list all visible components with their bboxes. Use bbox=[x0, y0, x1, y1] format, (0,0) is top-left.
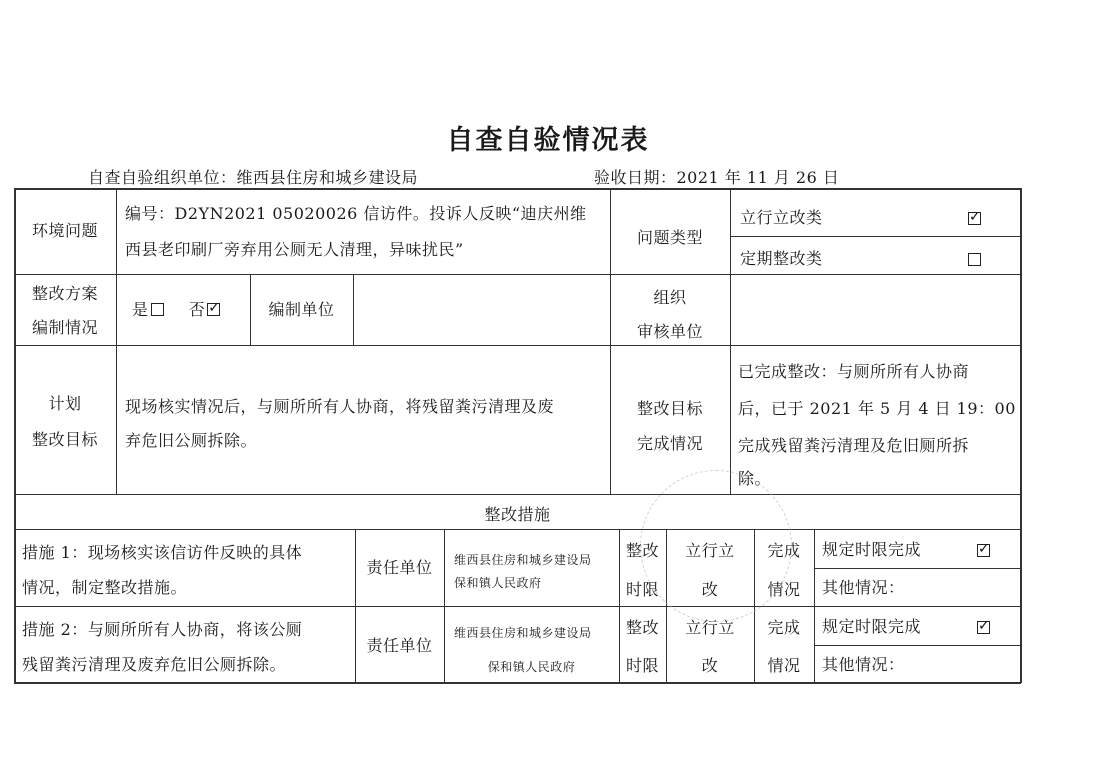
measure-1-done-1: 完成 bbox=[767, 541, 801, 560]
goal-result-2: 后，已于 2021 年 5 月 4 日 19：00 bbox=[738, 399, 1016, 418]
measure-2-text-2: 残留粪污清理及废弃危旧公厕拆除。 bbox=[22, 655, 287, 674]
column-divider bbox=[116, 188, 117, 494]
measure-2-done-1: 完成 bbox=[767, 618, 801, 637]
table-border bbox=[14, 188, 1021, 190]
issue-type-scheduled-label: 定期整改类 bbox=[740, 249, 823, 268]
env-issue-label: 环境问题 bbox=[31, 221, 98, 240]
measure-1-status-2: 其他情况： bbox=[822, 578, 905, 597]
review-unit-label-1: 组织 bbox=[653, 288, 687, 307]
goal-result-1: 已完成整改：与厕所所有人协商 bbox=[738, 362, 970, 381]
measure-1-type-2: 改 bbox=[701, 580, 719, 599]
row-divider bbox=[14, 606, 1021, 607]
row-divider bbox=[14, 494, 1021, 495]
review-unit-label-2: 审核单位 bbox=[636, 322, 703, 341]
inspection-unit: 自查自验组织单位：维西县住房和城乡建设局 bbox=[88, 168, 419, 187]
measure-2-done-2: 情况 bbox=[767, 656, 801, 675]
measure-2-type-1: 立行立 bbox=[685, 618, 735, 637]
row-divider bbox=[14, 345, 1021, 346]
measure-1-deadline-1: 整改 bbox=[625, 541, 659, 560]
goal-status-label-1: 整改目标 bbox=[636, 399, 703, 418]
measure-2-deadline-2: 时限 bbox=[625, 656, 659, 675]
column-divider bbox=[814, 529, 815, 683]
inspection-date: 验收日期：2021 年 11 月 26 日 bbox=[594, 168, 840, 187]
page-title: 自查自验情况表 bbox=[446, 125, 650, 156]
row-divider bbox=[14, 529, 1021, 530]
measure-1-org-1: 维西县住房和城乡建设局 bbox=[454, 553, 592, 567]
measure-1-org-2: 保和镇人民政府 bbox=[454, 576, 542, 590]
goal-result-4: 除。 bbox=[738, 469, 772, 488]
env-issue-line-1: 编号：D2YN2021 05020026 信访件。投诉人反映“迪庆州维 bbox=[125, 204, 587, 223]
yes-label: 是 bbox=[132, 300, 149, 319]
measure-2-ontime-checkbox[interactable] bbox=[977, 621, 990, 634]
row-divider bbox=[814, 645, 1021, 646]
goal-label-2: 整改目标 bbox=[31, 430, 98, 449]
measure-1-deadline-2: 时限 bbox=[625, 580, 659, 599]
measure-1-resp-label: 责任单位 bbox=[366, 558, 433, 577]
immediate-checkbox[interactable] bbox=[968, 212, 981, 225]
measure-2-status-2: 其他情况： bbox=[822, 655, 905, 674]
issue-type-immediate bbox=[740, 200, 1000, 236]
measure-1-type-1: 立行立 bbox=[685, 541, 735, 560]
issue-type-immediate-label: 立行立改类 bbox=[740, 208, 823, 227]
plan-label-1: 整改方案 bbox=[31, 284, 98, 303]
inspection-table bbox=[14, 188, 1021, 683]
measure-2-org-1: 维西县住房和城乡建设局 bbox=[454, 626, 592, 640]
measures-header: 整改措施 bbox=[484, 505, 551, 524]
measure-2-status-1: 规定时限完成 bbox=[822, 617, 922, 636]
issue-type-scheduled bbox=[740, 241, 1000, 277]
goal-content-2: 弃危旧公厕拆除。 bbox=[125, 431, 258, 450]
env-issue-line-2: 西县老印刷厂旁弃用公厕无人清理，异味扰民” bbox=[125, 240, 464, 259]
column-divider bbox=[730, 188, 731, 494]
yes-checkbox[interactable] bbox=[151, 303, 164, 316]
measure-1-ontime-checkbox[interactable] bbox=[977, 544, 990, 557]
measure-2-text-1: 措施 2：与厕所所有人协商，将该公厕 bbox=[22, 620, 303, 639]
measure-2-type-2: 改 bbox=[701, 656, 719, 675]
measure-2-deadline-1: 整改 bbox=[625, 618, 659, 637]
measure-1-status-1: 规定时限完成 bbox=[822, 540, 922, 559]
issue-type-label: 问题类型 bbox=[636, 228, 703, 247]
goal-label-1: 计划 bbox=[48, 394, 82, 413]
measure-1-done-2: 情况 bbox=[767, 580, 801, 599]
plan-yes-no bbox=[132, 292, 250, 328]
no-checkbox[interactable] bbox=[207, 303, 220, 316]
measure-1-text-2: 情况，制定整改措施。 bbox=[22, 578, 188, 597]
goal-content-1: 现场核实情况后，与厕所所有人协商，将残留粪污清理及废 bbox=[125, 397, 555, 416]
measure-2-resp-label: 责任单位 bbox=[366, 636, 433, 655]
goal-result-3: 完成残留粪污清理及危旧厕所拆 bbox=[738, 436, 970, 455]
plan-label-2: 编制情况 bbox=[31, 318, 98, 337]
column-divider bbox=[353, 274, 354, 345]
measure-1-text-1: 措施 1：现场核实该信访件反映的具体 bbox=[22, 543, 303, 562]
compile-unit-label: 编制单位 bbox=[268, 300, 335, 319]
faint-seal-stamp bbox=[640, 470, 792, 622]
measure-2-org-2: 保和镇人民政府 bbox=[487, 660, 576, 674]
scheduled-checkbox[interactable] bbox=[968, 253, 981, 266]
table-border bbox=[1020, 188, 1022, 683]
row-divider bbox=[730, 236, 1021, 237]
goal-status-label-2: 完成情况 bbox=[636, 434, 703, 453]
row-divider bbox=[814, 568, 1021, 569]
no-label: 否 bbox=[188, 300, 206, 319]
